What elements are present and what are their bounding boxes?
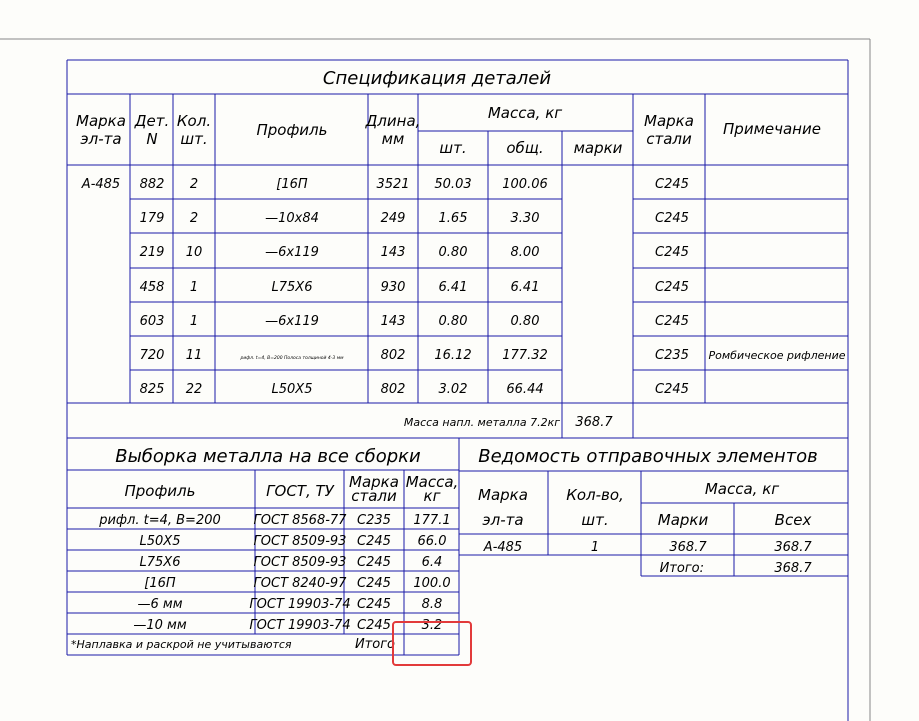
spec-cell-total-mass: 0.80 [510,314,540,329]
spec-cell-length: 143 [380,314,406,329]
spec-cell-total-mass: 3.30 [510,211,540,226]
sample-cell-gost: ГОСТ 19903-74 [249,597,351,612]
ship-header-all: Всех [774,511,812,529]
spec-cell-profile: —6x119 [265,314,319,329]
sample-cell-steel: С245 [357,618,391,633]
spec-cell-steel: С245 [655,280,689,295]
sample-cell-steel: С235 [357,513,391,528]
spec-cell-length: 3521 [376,177,410,192]
sample-total-label: Итого [354,637,395,652]
ship-header-qty: Кол-во, [566,486,624,504]
spec-cell-steel: С245 [655,314,689,329]
spec-cell-profile: —10x84 [265,211,319,226]
spec-cell-unit-mass: 16.12 [434,348,472,363]
header-qty: Кол. [176,112,212,130]
sample-cell-profile: [16П [144,576,176,591]
spec-cell-total-mass: 8.00 [510,245,540,260]
spec-cell-profile: [16П [276,177,308,192]
header-qty-2: шт. [180,130,208,148]
spec-cell-total-mass: 66.44 [506,382,544,397]
spec-cell-total-mass: 6.41 [510,280,540,295]
sample-cell-mass: 177.1 [413,513,451,528]
spec-cell-note: Ромбическое рифление [708,349,846,362]
sample-header-mass-2: кг [423,487,441,505]
spec-cell-length: 930 [380,280,406,295]
sample-header-gost: ГОСТ, ТУ [266,482,334,500]
spec-cell-length: 802 [380,348,406,363]
sample-cell-gost: ГОСТ 8568-77 [253,513,347,528]
sample-cell-mass: 66.0 [417,534,447,549]
shipping-title: Ведомость отправочных элементов [478,446,818,467]
ship-cell-marks: 368.7 [669,540,707,555]
spec-cell-steel: С245 [655,245,689,260]
sample-cell-mass: 6.4 [421,555,443,570]
spec-cell-qty: 1 [189,280,199,295]
spec-cell-unit-mass: 3.02 [438,382,468,397]
spec-cell-length: 143 [380,245,406,260]
spec-cell-unit-mass: 6.41 [438,280,468,295]
spec-cell-length: 249 [380,211,406,226]
header-mass: Масса, кг [487,104,563,122]
header-det-2: N [146,130,158,148]
spec-cell-length: 802 [380,382,406,397]
ship-cell-qty: 1 [590,540,600,555]
mark-mass-value: 368.7 [575,415,613,430]
spec-cell-steel: С245 [655,211,689,226]
header-steel-2: стали [646,130,692,148]
header-length: Длина, [365,112,421,130]
header-steel: Марка [644,112,694,130]
header-profile: Профиль [256,121,328,139]
sample-cell-gost: ГОСТ 8509-93 [253,534,347,549]
element-mark: А-485 [81,177,121,192]
spec-cell-qty: 2 [189,177,199,192]
sample-cell-steel: С245 [357,576,391,591]
sample-cell-gost: ГОСТ 8240-97 [253,576,347,591]
spec-cell-det: 179 [139,211,165,226]
header-det: Дет. [134,112,170,130]
sample-header-mass: Масса, [405,473,459,491]
spec-cell-qty: 22 [185,382,203,397]
sample-cell-steel: С245 [357,597,391,612]
ship-header-mass: Масса, кг [704,480,780,498]
spec-cell-profile: рифл. t=4, B=200 Полоса толщиной 4-3 мм [240,356,344,361]
sample-cell-profile: L50X5 [139,534,181,549]
header-length-2: мм [381,130,405,148]
ship-header-mark-2: эл-та [482,511,524,529]
sample-header-steel: Марка [349,473,399,491]
spec-title: Спецификация деталей [322,68,552,89]
sample-cell-steel: С245 [357,555,391,570]
spec-cell-steel: С245 [655,177,689,192]
spec-cell-total-mass: 177.32 [502,348,548,363]
sample-cell-profile: —6 мм [137,597,183,612]
header-mark-2: эл-та [80,130,122,148]
spec-cell-unit-mass: 0.80 [438,245,468,260]
weld-mass-label: Масса напл. металла 7.2кг [403,416,560,429]
sample-cell-gost: ГОСТ 8509-93 [253,555,347,570]
sample-cell-profile: рифл. t=4, B=200 [99,513,221,528]
spec-cell-det: 603 [139,314,165,329]
spec-cell-steel: С235 [655,348,689,363]
spec-cell-qty: 11 [185,348,203,363]
ship-header-marks: Марки [657,511,709,529]
ship-header-mark: Марка [478,486,528,504]
ship-header-qty-2: шт. [581,511,609,529]
spec-cell-profile: L50X5 [271,382,313,397]
spec-cell-qty: 1 [189,314,199,329]
spec-cell-profile: —6x119 [265,245,319,260]
sample-cell-mass: 100.0 [413,576,451,591]
ship-total-value: 368.7 [774,561,812,576]
spec-cell-total-mass: 100.06 [502,177,548,192]
sample-header-steel-2: стали [351,487,397,505]
sample-cell-profile: L75X6 [139,555,181,570]
header-note: Примечание [723,120,821,138]
sample-cell-profile: —10 мм [133,618,187,633]
spec-cell-unit-mass: 50.03 [434,177,472,192]
ship-cell-all: 368.7 [774,540,812,555]
ship-total-label: Итого: [659,561,704,576]
header-mass-unit: шт. [439,139,467,157]
sample-cell-gost: ГОСТ 19903-74 [249,618,351,633]
header-mass-mark: марки [573,139,623,157]
spec-cell-qty: 10 [185,245,203,260]
spec-cell-unit-mass: 1.65 [438,211,468,226]
sample-cell-steel: С245 [357,534,391,549]
spec-cell-profile: L75X6 [271,280,313,295]
spec-cell-qty: 2 [189,211,199,226]
spec-cell-det: 720 [139,348,165,363]
sample-header-profile: Профиль [124,482,196,500]
header-mass-total: общ. [506,139,544,157]
sample-cell-mass: 3.2 [421,618,443,633]
spec-cell-unit-mass: 0.80 [438,314,468,329]
spec-cell-det: 458 [139,280,165,295]
spec-cell-det: 825 [139,382,165,397]
spec-cell-det: 882 [139,177,165,192]
table-text [71,68,846,652]
sample-footnote: *Наплавка и раскрой не учитываются [71,638,292,651]
spec-cell-det: 219 [139,245,165,260]
ship-cell-mark: А-485 [483,540,523,555]
spec-cell-steel: С245 [655,382,689,397]
header-mark: Марка [76,112,126,130]
sample-title: Выборка металла на все сборки [115,446,421,467]
sample-cell-mass: 8.8 [421,597,443,612]
